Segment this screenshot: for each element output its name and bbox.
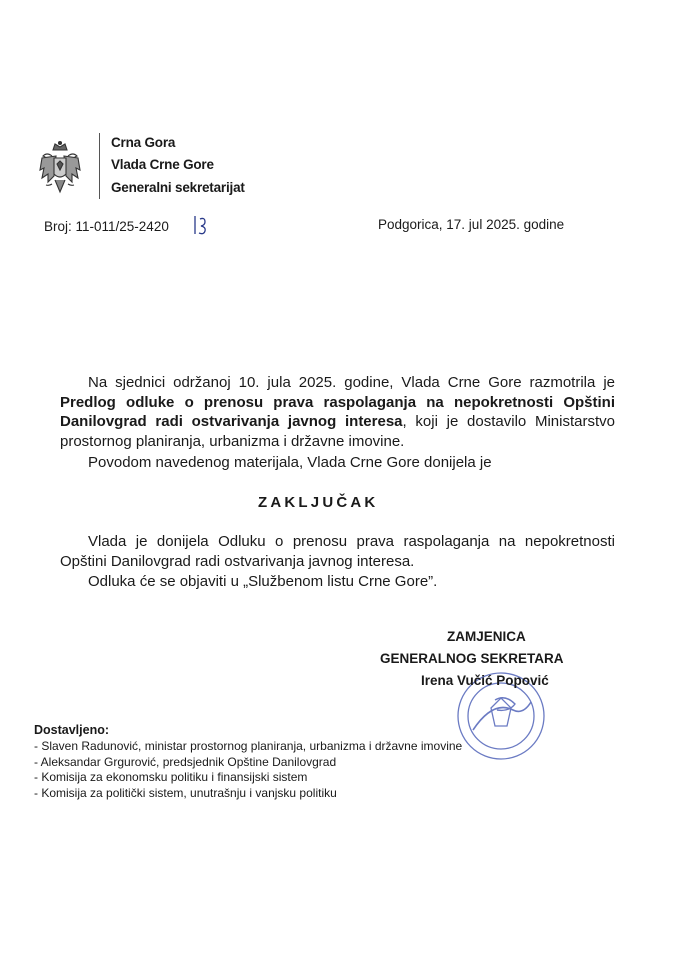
distribution-item: - Komisija za politički sistem, unutrašnju i vanjsku politiku [34,785,337,800]
distribution-item: - Slaven Radunović, ministar prostornog planiranja, urbanizma i državne imovine [34,739,463,753]
paragraph-publication: Odluka će se objaviti u „Službenom listu Crne Gore”. [88,573,438,590]
distribution-list [34,723,462,801]
distribution-item: - Aleksandar Grgurović, predsjednik Opštine Danilovgrad [34,754,337,769]
intro-text-end: , koji je dostavilo Ministarstvo prostornog planiranja, urbanizma i državne imovine. [60,413,615,450]
reference-number: Broj: 11-011/25-2420 [44,219,169,234]
paragraph-intro [60,373,615,451]
distribution-title: Dostavljeno: [34,723,110,737]
paragraph-decision [60,532,615,571]
header-government: Vlada Crne Gore [111,157,214,172]
header-country: Crna Gora [111,135,176,150]
signatory-title-1: ZAMJENICA [447,629,526,644]
header-secretariat: Generalni sekretarijat [111,180,245,195]
signatory-name: Irena Vučić Popović [421,673,549,688]
signatory-title-2: GENERALNOG SEKRETARA [380,651,564,666]
distribution-item: - Komisija za ekonomsku politiku i finansijski sistem [34,770,308,784]
coat-of-arms-icon [38,140,82,196]
paragraph-decision-intro: Povodom navedenog materijala, Vlada Crne Gore donijela je [88,454,492,471]
header-divider [99,133,100,199]
intro-text: Na sjednici održanoj 10. jula 2025. godine, Vlada Crne Gore razmotrila je [88,374,615,391]
handwritten-mark-icon [193,214,209,236]
decision-text: Vlada je donijela Odluku o prenosu prava raspolaganja na nepokretnosti Opštini Danilovgrad radi ostvarivanja javnog interesa. [60,533,615,570]
document-date: Podgorica, 17. jul 2025. godine [378,217,565,232]
proposal-title: Predlog odluke o prenosu prava raspolaganja na nepokretnosti Opštini Danilovgrad radi ostvarivanja javnog interesa [60,393,615,431]
conclusion-heading: ZAKLJUČAK [258,494,379,511]
